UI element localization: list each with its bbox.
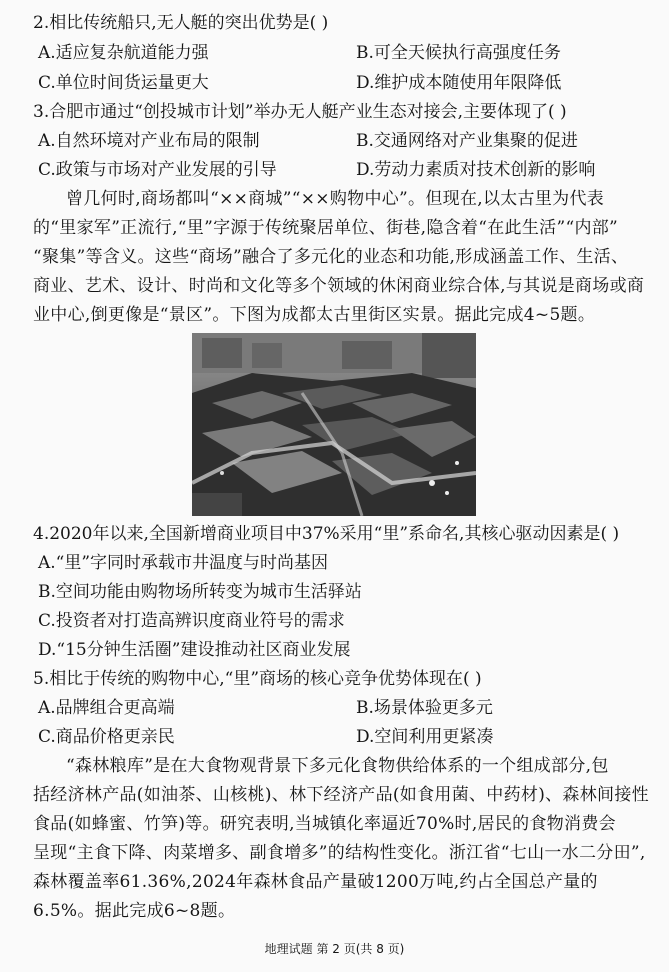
q4-option-a: A.“里”字同时承载市井温度与时尚基因 bbox=[38, 553, 329, 573]
question-5-stem: 5.相比于传统的购物中心,“里”商场的核心竞争优势体现在( ) bbox=[33, 669, 482, 689]
q3-option-d: D.劳动力素质对技术创新的影响 bbox=[356, 160, 596, 180]
q5-option-d: D.空间利用更紧凑 bbox=[356, 727, 494, 747]
q3-option-c: C.政策与市场对产业发展的引导 bbox=[38, 160, 277, 180]
q2-option-c: C.单位时间货运量更大 bbox=[38, 73, 209, 93]
q4-option-d: D.“15分钟生活圈”建设推动社区商业发展 bbox=[38, 640, 351, 660]
q2-option-a: A.适应复杂航道能力强 bbox=[38, 43, 209, 63]
passage2-line-1: “森林粮库”是在大食物观背景下多元化食物供给体系的一个组成部分,包 bbox=[66, 756, 609, 776]
passage1-line-3: “聚集”等含义。这些“商场”融合了多元化的业态和功能,形成涵盖工作、生活、 bbox=[33, 247, 629, 267]
q5-option-b: B.场景体验更多元 bbox=[356, 698, 493, 718]
q4-option-b: B.空间功能由购物场所转变为城市生活驿站 bbox=[38, 582, 362, 602]
question-4-stem: 4.2020年以来,全国新增商业项目中37%采用“里”系命名,其核心驱动因素是( ) bbox=[33, 524, 620, 544]
q3-option-b: B.交通网络对产业集聚的促进 bbox=[356, 131, 578, 151]
passage2-line-3: 食品(如蜂蜜、竹笋)等。研究表明,当城镇化率逼近70%时,居民的食物消费会 bbox=[33, 814, 616, 834]
q5-option-a: A.品牌组合更高端 bbox=[38, 698, 175, 718]
passage2-line-5: 森林覆盖率61.36%,2024年森林食品产量破1200万吨,约占全国总产量的 bbox=[33, 872, 598, 892]
q5-option-c: C.商品价格更亲民 bbox=[38, 727, 175, 747]
q4-option-c: C.投资者对打造高辨识度商业符号的需求 bbox=[38, 611, 345, 631]
passage2-line-2: 括经济林产品(如油茶、山核桃)、林下经济产品(如食用菌、中药材)、森林间接性 bbox=[33, 785, 649, 805]
q2-option-b: B.可全天候执行高强度任务 bbox=[356, 43, 561, 63]
q2-option-d: D.维护成本随使用年限降低 bbox=[356, 73, 562, 93]
passage2-line-4: 呈现“主食下降、肉菜增多、副食增多”的结构性变化。浙江省“七山一水二分田”, bbox=[33, 843, 646, 863]
question-2-stem: 2.相比传统船只,无人艇的突出优势是( ) bbox=[33, 13, 329, 33]
photo-illustration bbox=[192, 333, 476, 516]
passage2-line-6: 6.5%。据此完成6~8题。 bbox=[33, 901, 236, 921]
page-footer: 地理试题 第 2 页(共 8 页) bbox=[264, 942, 405, 956]
passage1-line-2: 的“里家军”正流行,“里”字源于传统聚居单位、街巷,隐含着“在此生活”“内部” bbox=[33, 218, 619, 238]
passage1-line-1: 曾几何时,商场都叫“××商城”“××购物中心”。但现在,以太古里为代表 bbox=[66, 189, 605, 209]
passage1-line-5: 业中心,倒更像是“景区”。下图为成都太古里街区实景。据此完成4~5题。 bbox=[33, 305, 596, 325]
q3-option-a: A.自然环境对产业布局的限制 bbox=[38, 131, 260, 151]
question-3-stem: 3.合肥市通过“创投城市计划”举办无人艇产业生态对接会,主要体现了( ) bbox=[33, 102, 567, 122]
taikoo-li-street-photo bbox=[192, 333, 476, 516]
passage1-line-4: 商业、艺术、设计、时尚和文化等多个领域的休闲商业综合体,与其说是商场或商 bbox=[33, 276, 645, 296]
